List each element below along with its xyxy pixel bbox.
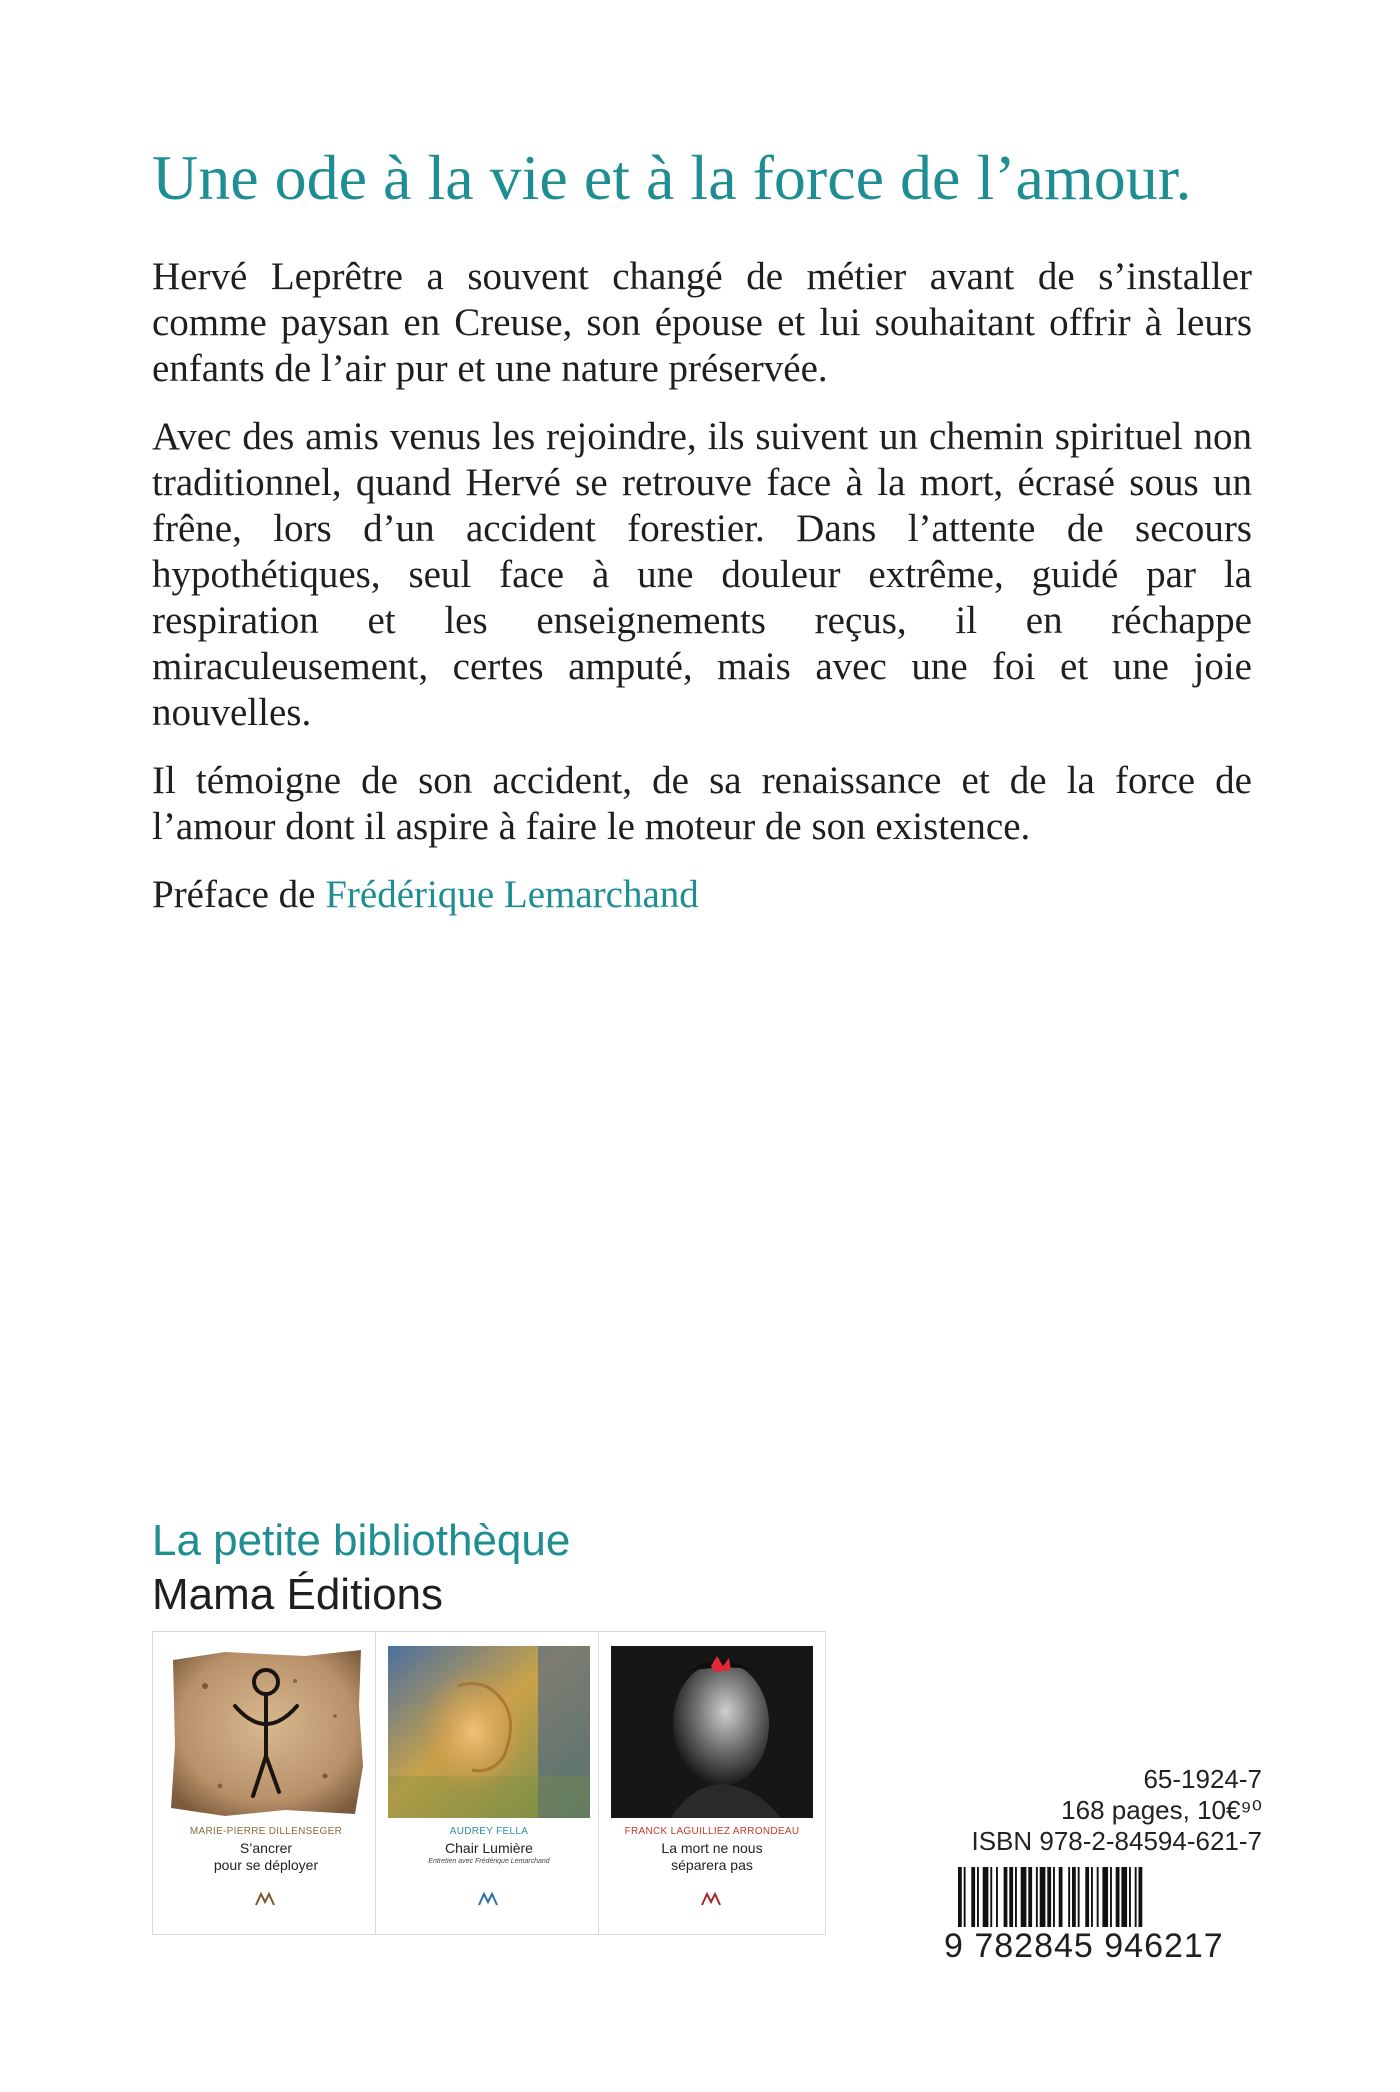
paragraph-2: Avec des amis venus les rejoindre, ils suivent un chemin spirituel non traditionnel, quand Hervé se retrouve face à la mort, écrasé sous un frêne, lors d’un accident forestier. Dans l’attente de secours hypothétiques, seul face à une douleur extrême, guidé par la respiration et les enseignements reçus, il en réchappe miraculeusement, certes amputé, mais avec une foi et une joie nouvelles. [152,415,1252,734]
paragraph-3: Il témoigne de son accident, de sa renaissance et de la force de l’amour dont il aspire à faire le moteur de son existence. [152,759,1252,848]
book-meta [971,1764,1262,1857]
preface-label: Préface de [152,873,316,916]
book-title-3-line-2: séparera pas [671,1857,753,1873]
book-card-2 [375,1631,603,1935]
barcode-digits: 9 782845 946217 [944,1927,1224,1965]
book-author-1: MARIE-PIERRE DILLENSEGER [189,1826,343,1837]
series-title: La petite bibliothèque [152,1516,571,1565]
book-title-1-line-2: pour se déployer [213,1857,319,1873]
book-cover-image-1 [165,1646,367,1818]
barcode [958,1867,1262,1927]
product-code: 65-1924-7 [1143,1764,1262,1794]
paragraph-1: Hervé Leprêtre a souvent changé de métier avant de s’installer comme paysan en Creuse, son épouse et lui souhaitant offrir à leurs enfants de l’air pur et une nature préservée. [152,255,1252,390]
headline: Une ode à la vie et à la force de l’amour. [152,142,1192,213]
book-title-2-line-1: Chair Lumière [445,1840,533,1856]
publisher-logo-icon [255,1892,277,1906]
book-card-1 [152,1631,380,1935]
book-subtitle-2: Entretien avec Frédérique Lemarchand [428,1858,550,1865]
publisher-logo-icon [701,1892,723,1906]
preface-line [152,872,1252,918]
back-cover-text [152,254,1252,940]
book-card-3 [598,1631,826,1935]
book-cover-image-2 [388,1646,590,1818]
publisher-logo-icon [478,1892,500,1906]
book-author-2: AUDREY FELLA [449,1826,529,1837]
book-title-2 [376,1840,602,1857]
series-publisher: Mama Éditions [152,1570,444,1619]
book-title-1 [153,1840,379,1874]
preface-author: Frédérique Lemarchand [325,873,699,916]
isbn: ISBN 978-2-84594-621-7 [971,1826,1262,1856]
series-heading [152,1514,570,1622]
book-title-1-line-1: S’ancrer [239,1840,293,1856]
pages-and-price: 168 pages, 10€⁹⁰ [1061,1795,1262,1825]
book-title-3-line-1: La mort ne nous [661,1840,763,1856]
book-author-3: FRANCK LAGUILLIEZ ARRONDEAU [624,1826,800,1837]
book-cover-image-3 [611,1646,813,1818]
book-title-3 [599,1840,825,1874]
